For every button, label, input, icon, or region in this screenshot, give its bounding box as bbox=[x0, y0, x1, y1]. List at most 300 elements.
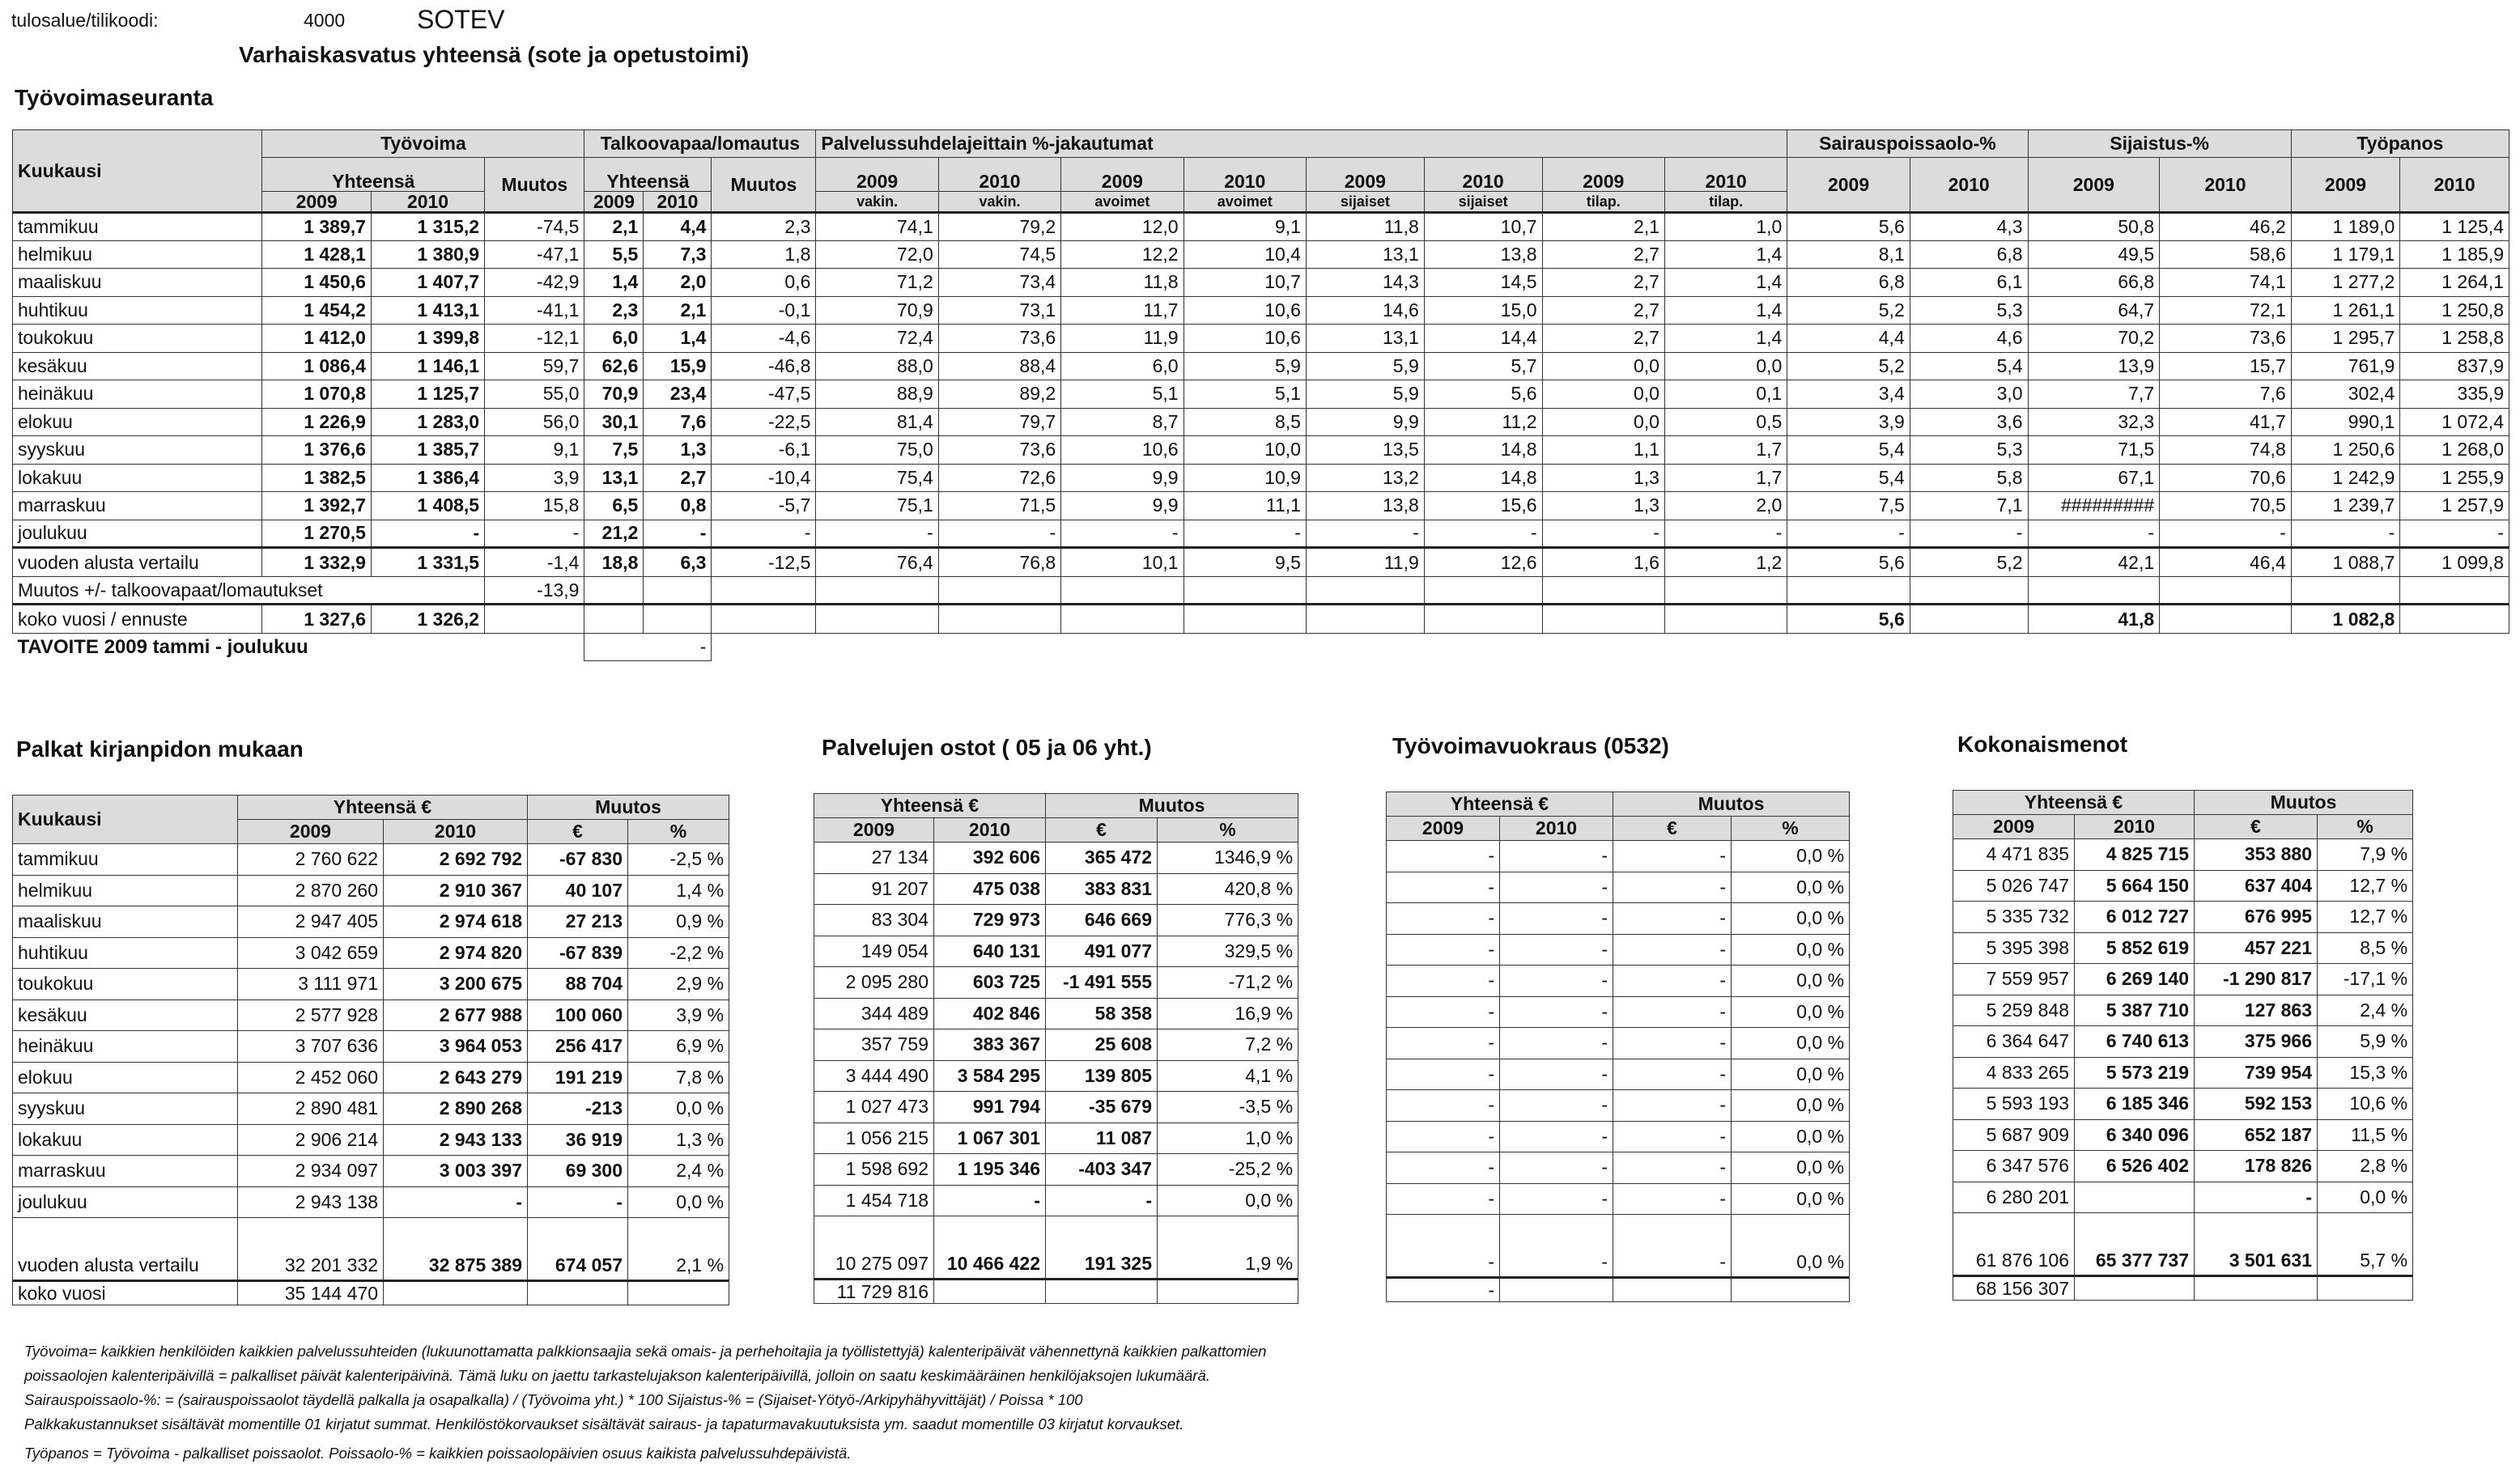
empty-cell bbox=[1306, 634, 1424, 661]
data-cell: 1 412,0 bbox=[262, 325, 372, 353]
data-cell: 11,1 bbox=[1184, 492, 1306, 520]
column-header-year: 2010 bbox=[644, 192, 712, 213]
data-cell: 7 559 957 bbox=[1953, 964, 2075, 995]
data-cell: - bbox=[1424, 520, 1542, 548]
data-cell: - bbox=[2291, 520, 2400, 548]
month-label: tammikuu bbox=[13, 844, 238, 876]
data-cell: 1,3 bbox=[644, 436, 712, 465]
data-cell: 11,8 bbox=[1306, 213, 1424, 241]
month-label: lokakuu bbox=[13, 1124, 238, 1156]
data-cell: 1 392,7 bbox=[262, 492, 372, 520]
data-cell: 100 060 bbox=[528, 1000, 628, 1031]
data-cell: 13,1 bbox=[1306, 325, 1424, 353]
data-cell: 7,5 bbox=[584, 436, 644, 465]
data-cell: 5,9 % bbox=[2318, 1026, 2413, 1058]
data-cell: 1,0 % bbox=[1158, 1123, 1298, 1154]
footnote-line: Työvoima= kaikkien henkilöiden kaikkien palvelussuhteiden (lukuunottamatta palkkionsaajia sekä omais- ja perhehoitajia ja työllistettyjä) kalenteripäivät vähennettynä kaikkien palkattomien bbox=[24, 1343, 1267, 1360]
data-cell: 3 111 971 bbox=[238, 969, 384, 1000]
data-cell: 3,9 bbox=[485, 464, 584, 492]
data-cell: - bbox=[1500, 966, 1613, 997]
data-cell: 13,8 bbox=[1306, 492, 1424, 520]
total-cell: 5,6 bbox=[1787, 548, 1910, 577]
data-cell: -46,8 bbox=[712, 352, 816, 380]
data-cell: 1 270,5 bbox=[262, 520, 372, 548]
data-cell: - bbox=[1500, 1028, 1613, 1059]
data-cell: - bbox=[1613, 996, 1732, 1028]
table-row bbox=[1387, 996, 1850, 1028]
data-cell: 8,5 bbox=[1184, 408, 1306, 436]
empty-cell bbox=[644, 605, 712, 634]
row-label-koko-vuosi: koko vuosi bbox=[13, 1281, 238, 1305]
data-cell: -2,2 % bbox=[628, 937, 729, 969]
data-cell: -17,1 % bbox=[2318, 964, 2413, 995]
data-cell: -1 290 817 bbox=[2195, 964, 2318, 995]
total-cell: 191 325 bbox=[1046, 1216, 1158, 1280]
data-cell: -403 347 bbox=[1046, 1154, 1158, 1186]
data-cell: 2 890 268 bbox=[384, 1093, 528, 1125]
table-row bbox=[1953, 1057, 2413, 1089]
empty-cell bbox=[2400, 577, 2509, 605]
table-row bbox=[13, 380, 2509, 409]
empty-cell bbox=[2318, 1276, 2413, 1301]
data-cell: 9,9 bbox=[1061, 492, 1184, 520]
data-cell: 1,4 bbox=[1664, 325, 1787, 353]
empty-cell bbox=[584, 577, 644, 605]
data-cell: 6,0 bbox=[1061, 352, 1184, 380]
data-cell: 1 027 473 bbox=[814, 1092, 934, 1123]
footnote-line: Työpanos = Työvoima - palkalliset poissaolot. Poissaolo-% = kaikkien poissaolopäivien osuus kaikista palvelussuhdepäivistä. bbox=[24, 1445, 852, 1462]
table-row bbox=[1387, 966, 1850, 997]
data-cell: 4,3 bbox=[1910, 213, 2028, 241]
data-cell: - bbox=[1787, 520, 1910, 548]
empty-cell bbox=[1542, 577, 1664, 605]
column-header-year: 2010 bbox=[2160, 158, 2292, 213]
data-cell: 1 382,5 bbox=[262, 464, 372, 492]
data-cell: 5,4 bbox=[1787, 436, 1910, 465]
empty-cell bbox=[1184, 577, 1306, 605]
data-cell: 1 376,6 bbox=[262, 436, 372, 465]
data-cell: 49,5 bbox=[2028, 240, 2160, 269]
data-cell: 72,6 bbox=[938, 464, 1060, 492]
data-cell: 0,0 % bbox=[1732, 934, 1850, 966]
data-cell: 5,9 bbox=[1184, 352, 1306, 380]
vuokraus-table bbox=[1386, 792, 1850, 1302]
data-cell: - bbox=[1613, 1028, 1732, 1059]
data-cell: 13,1 bbox=[584, 464, 644, 492]
data-cell: 72,1 bbox=[2160, 296, 2292, 325]
data-cell: 13,9 bbox=[2028, 352, 2160, 380]
empty-cell bbox=[1787, 634, 1910, 661]
data-cell: - bbox=[1613, 1183, 1732, 1215]
data-cell: 1,0 bbox=[1664, 213, 1787, 241]
data-cell: 1 257,9 bbox=[2400, 492, 2509, 520]
data-cell: 4,4 bbox=[1787, 325, 1910, 353]
data-cell: - bbox=[1387, 841, 1500, 872]
data-cell: 1 067 301 bbox=[934, 1123, 1046, 1154]
total-cell: 1 082,8 bbox=[2291, 605, 2400, 634]
table-row bbox=[814, 905, 1298, 936]
data-cell: 1,4 bbox=[1664, 269, 1787, 297]
data-cell: 6,5 bbox=[584, 492, 644, 520]
empty-cell bbox=[2160, 634, 2292, 661]
data-cell: 73,6 bbox=[938, 436, 1060, 465]
table-row bbox=[1387, 1152, 1850, 1184]
table-row bbox=[1953, 1276, 2413, 1301]
data-cell: 1,7 bbox=[1664, 436, 1787, 465]
total-cell: 5,6 bbox=[1787, 605, 1910, 634]
table-row bbox=[1953, 1089, 2413, 1120]
data-cell: 357 759 bbox=[814, 1029, 934, 1061]
data-cell: 73,1 bbox=[938, 296, 1060, 325]
data-cell: 4 825 715 bbox=[2075, 839, 2195, 871]
data-cell: 5,6 bbox=[1787, 213, 1910, 241]
data-cell: 0,9 % bbox=[628, 906, 729, 938]
table-row bbox=[13, 130, 2509, 158]
column-header-yhteensa: Yhteensä bbox=[262, 158, 485, 192]
data-cell: 178 826 bbox=[2195, 1151, 2318, 1182]
empty-cell bbox=[712, 634, 816, 661]
data-cell: 2,1 bbox=[644, 296, 712, 325]
data-cell: 335,9 bbox=[2400, 380, 2509, 409]
table-row bbox=[814, 818, 1298, 842]
data-cell: 5,4 bbox=[1787, 464, 1910, 492]
data-cell: - bbox=[1387, 1090, 1500, 1122]
data-cell: 72,0 bbox=[816, 240, 938, 269]
data-cell: 15,6 bbox=[1424, 492, 1542, 520]
footnotes bbox=[24, 1339, 2493, 1466]
data-cell: 10,6 bbox=[1184, 325, 1306, 353]
total-cell: 1,2 bbox=[1664, 548, 1787, 577]
data-cell: 71,2 bbox=[816, 269, 938, 297]
table-row bbox=[814, 873, 1298, 905]
table-row bbox=[13, 520, 2509, 548]
table-row bbox=[13, 605, 2509, 634]
data-cell: 475 038 bbox=[934, 873, 1046, 905]
data-cell: 0,0 % bbox=[1732, 903, 1850, 935]
table-row bbox=[1387, 792, 1850, 817]
data-cell: - bbox=[1184, 520, 1306, 548]
data-cell: 14,8 bbox=[1424, 464, 1542, 492]
month-label: joulukuu bbox=[13, 1186, 238, 1218]
footnote-line: Sairauspoissaolo-%: = (sairauspoissaolot täydellä palkalla ja osapalkalla) / (Työvoima yht.) * 100 Sijaistus-% = (Sijaiset-Yötyö-/Arkipyhähyvittäjät) / Poissa * 100 bbox=[24, 1391, 1083, 1408]
empty-cell bbox=[2291, 634, 2400, 661]
data-cell: 392 606 bbox=[934, 842, 1046, 874]
data-cell: -67 839 bbox=[528, 937, 628, 969]
data-cell: 7,9 % bbox=[2318, 839, 2413, 871]
column-header-unit: € bbox=[2195, 815, 2318, 839]
footnote-line: poissaolojen kalenteripäivillä = palkalliset päivät kalenteripäivinä. Tämä luku on jaettu tarkastelujakson kalenteripäivillä, jolloin on saatu keskimääräinen henkilöjaksojen lukumäärä. bbox=[24, 1367, 1210, 1384]
table-row bbox=[1953, 870, 2413, 902]
empty-cell bbox=[1424, 577, 1542, 605]
column-subheader: vakin. bbox=[816, 192, 938, 213]
group-header-tyopanos: Työpanos bbox=[2291, 130, 2509, 158]
data-cell: - bbox=[1910, 520, 2028, 548]
column-header-unit: % bbox=[1158, 818, 1298, 842]
data-cell: 776,3 % bbox=[1158, 905, 1298, 936]
column-header-year: 2010 bbox=[1424, 158, 1542, 192]
table-row bbox=[1953, 815, 2413, 839]
data-cell: 73,6 bbox=[938, 325, 1060, 353]
data-cell: 2 677 988 bbox=[384, 1000, 528, 1031]
table-row bbox=[13, 1281, 729, 1305]
data-cell: 1 179,1 bbox=[2291, 240, 2400, 269]
data-cell: - bbox=[371, 520, 484, 548]
empty-cell bbox=[1061, 605, 1184, 634]
data-cell: 6 012 727 bbox=[2075, 902, 2195, 933]
data-cell: 3 964 053 bbox=[384, 1031, 528, 1063]
data-cell: 9,1 bbox=[485, 436, 584, 465]
empty-cell bbox=[1061, 634, 1184, 661]
column-header-unit: € bbox=[1613, 817, 1732, 841]
data-cell: 6,1 bbox=[1910, 269, 2028, 297]
data-cell: 1 268,0 bbox=[2400, 436, 2509, 465]
table-row bbox=[13, 1000, 729, 1031]
data-cell: 79,7 bbox=[938, 408, 1060, 436]
column-header-year: 2010 bbox=[1664, 158, 1787, 192]
data-cell: -6,1 bbox=[712, 436, 816, 465]
data-cell: 2,7 bbox=[1542, 325, 1664, 353]
data-cell: 3 584 295 bbox=[934, 1060, 1046, 1092]
data-cell: 127 863 bbox=[2195, 995, 2318, 1026]
month-label: elokuu bbox=[13, 1062, 238, 1093]
column-header-unit: % bbox=[1732, 817, 1850, 841]
data-cell: 7,6 bbox=[644, 408, 712, 436]
data-cell: -42,9 bbox=[485, 269, 584, 297]
data-cell: 2 095 280 bbox=[814, 967, 934, 999]
column-header-muutos: Muutos bbox=[528, 796, 729, 820]
data-cell: 2,1 bbox=[1542, 213, 1664, 241]
data-cell: 11,5 % bbox=[2318, 1119, 2413, 1151]
group-header-sairaus: Sairauspoissaolo-% bbox=[1787, 130, 2028, 158]
total-cell: 42,1 bbox=[2028, 548, 2160, 577]
table-row bbox=[1387, 1278, 1850, 1302]
unit-name: SOTEV bbox=[417, 5, 505, 34]
data-cell: 2 934 097 bbox=[238, 1156, 384, 1187]
column-subheader: vakin. bbox=[938, 192, 1060, 213]
data-cell: 5 664 150 bbox=[2075, 870, 2195, 902]
data-cell: - bbox=[528, 1186, 628, 1218]
table-row bbox=[1953, 1213, 2413, 1276]
column-header-year: 2010 bbox=[934, 818, 1046, 842]
table-row bbox=[13, 408, 2509, 436]
data-cell: 15,3 % bbox=[2318, 1057, 2413, 1089]
data-cell: 2 577 928 bbox=[238, 1000, 384, 1031]
data-cell: 74,8 bbox=[2160, 436, 2292, 465]
data-cell: 991 794 bbox=[934, 1092, 1046, 1123]
data-cell: 646 669 bbox=[1046, 905, 1158, 936]
data-cell: 2,7 bbox=[644, 464, 712, 492]
data-cell: 74,1 bbox=[2160, 269, 2292, 297]
data-cell: 1 261,1 bbox=[2291, 296, 2400, 325]
data-cell: 2 890 481 bbox=[238, 1093, 384, 1125]
column-header-year: 2009 bbox=[1306, 158, 1424, 192]
data-cell: 13,1 bbox=[1306, 240, 1424, 269]
empty-cell bbox=[528, 1281, 628, 1305]
data-cell: 27 134 bbox=[814, 842, 934, 874]
total-cell: 3 501 631 bbox=[2195, 1213, 2318, 1276]
vuokraus-title: Työvoimavuokraus (0532) bbox=[1392, 733, 1669, 758]
empty-cell bbox=[1664, 577, 1787, 605]
column-header-year: 2009 bbox=[2028, 158, 2160, 213]
data-cell: 0,8 bbox=[644, 492, 712, 520]
data-cell: 5,3 bbox=[1910, 436, 2028, 465]
data-cell: -213 bbox=[528, 1093, 628, 1125]
data-cell: - bbox=[934, 1185, 1046, 1216]
table-row bbox=[13, 213, 2509, 241]
table-row bbox=[814, 1060, 1298, 1092]
month-label: huhtikuu bbox=[13, 937, 238, 969]
data-cell: 5,1 bbox=[1061, 380, 1184, 409]
empty-cell bbox=[2400, 634, 2509, 661]
data-cell: 5,9 bbox=[1306, 352, 1424, 380]
data-cell: 1,3 bbox=[1542, 464, 1664, 492]
data-cell: 30,1 bbox=[584, 408, 644, 436]
data-cell: 7,8 % bbox=[628, 1062, 729, 1093]
data-cell: 1 072,4 bbox=[2400, 408, 2509, 436]
column-header-year: 2009 bbox=[814, 818, 934, 842]
data-cell: - bbox=[1613, 934, 1732, 966]
data-cell: 1,3 bbox=[1542, 492, 1664, 520]
data-cell: - bbox=[644, 520, 712, 548]
data-cell: 1,3 % bbox=[628, 1124, 729, 1156]
data-cell: 1 295,7 bbox=[2291, 325, 2400, 353]
data-cell: 46,2 bbox=[2160, 213, 2292, 241]
data-cell: 139 805 bbox=[1046, 1060, 1158, 1092]
data-cell: 375 966 bbox=[2195, 1026, 2318, 1058]
data-cell: 1 189,0 bbox=[2291, 213, 2400, 241]
total-cell: 1 088,7 bbox=[2291, 548, 2400, 577]
footnote-line: Palkkakustannukset sisältävät momentille 01 kirjatut summat. Henkilöstökorvaukset sisältävät sairaus- ja tapaturmavakuutuksista ym. saadut momentille 03 kirjatut korvaukset. bbox=[24, 1415, 1184, 1432]
empty-cell bbox=[2160, 577, 2292, 605]
column-header-year: 2009 bbox=[2291, 158, 2400, 213]
data-cell: 71,5 bbox=[2028, 436, 2160, 465]
data-cell: 5,1 bbox=[1184, 380, 1306, 409]
data-cell: 8,7 bbox=[1061, 408, 1184, 436]
data-cell: 4,1 % bbox=[1158, 1060, 1298, 1092]
column-header-year: 2010 bbox=[1184, 158, 1306, 192]
total-cell: 1 327,6 bbox=[262, 605, 372, 634]
table-row bbox=[1387, 1121, 1850, 1152]
data-cell: 0,0 % bbox=[1732, 996, 1850, 1028]
empty-cell bbox=[938, 577, 1060, 605]
data-cell: 344 489 bbox=[814, 998, 934, 1029]
data-cell: 3 707 636 bbox=[238, 1031, 384, 1063]
empty-cell bbox=[712, 605, 816, 634]
data-cell: 11,7 bbox=[1061, 296, 1184, 325]
data-cell: - bbox=[1500, 1090, 1613, 1122]
data-cell: 3,6 bbox=[1910, 408, 2028, 436]
total-cell: - bbox=[1387, 1278, 1500, 1302]
column-header-year: 2009 bbox=[1787, 158, 1910, 213]
data-cell: 0,0 bbox=[1542, 352, 1664, 380]
data-cell: 83 304 bbox=[814, 905, 934, 936]
table-row bbox=[814, 1185, 1298, 1216]
data-cell: 70,6 bbox=[2160, 464, 2292, 492]
data-cell: - bbox=[1613, 1152, 1732, 1184]
table-row bbox=[1953, 1151, 2413, 1182]
table-row bbox=[13, 875, 729, 906]
data-cell: 62,6 bbox=[584, 352, 644, 380]
data-cell: - bbox=[1500, 1152, 1613, 1184]
empty-cell bbox=[1061, 577, 1184, 605]
data-cell: 5 852 619 bbox=[2075, 932, 2195, 964]
data-cell: 14,4 bbox=[1424, 325, 1542, 353]
table-row bbox=[13, 492, 2509, 520]
row-label-muutos-talkoo: Muutos +/- talkoovapaat/lomautukset bbox=[13, 577, 485, 605]
data-cell: 3,9 % bbox=[628, 1000, 729, 1031]
column-subheader: tilap. bbox=[1542, 192, 1664, 213]
data-cell: 5,9 bbox=[1306, 380, 1424, 409]
total-cell: -13,9 bbox=[485, 577, 584, 605]
data-cell: 0,0 % bbox=[1732, 872, 1850, 903]
section-title: Työvoimaseuranta bbox=[15, 85, 214, 110]
data-cell: - bbox=[1387, 872, 1500, 903]
data-cell: 3,9 bbox=[1787, 408, 1910, 436]
empty-cell bbox=[1158, 1280, 1298, 1304]
data-cell: - bbox=[1613, 872, 1732, 903]
column-header-muutos: Muutos bbox=[485, 158, 584, 213]
data-cell: 58 358 bbox=[1046, 998, 1158, 1029]
row-label-vertailu: vuoden alusta vertailu bbox=[13, 548, 262, 577]
data-cell: 1 283,0 bbox=[371, 408, 484, 436]
total-cell: 1,6 bbox=[1542, 548, 1664, 577]
column-header-year: 2010 bbox=[2075, 815, 2195, 839]
data-cell: - bbox=[712, 520, 816, 548]
total-cell: 76,8 bbox=[938, 548, 1060, 577]
empty-cell bbox=[2028, 634, 2160, 661]
data-cell: 1 389,7 bbox=[262, 213, 372, 241]
data-cell: - bbox=[2195, 1182, 2318, 1213]
data-cell: 191 219 bbox=[528, 1062, 628, 1093]
table-row bbox=[814, 1092, 1298, 1123]
data-cell: 14,8 bbox=[1424, 436, 1542, 465]
data-cell: 0,0 % bbox=[1732, 1090, 1850, 1122]
data-cell: 6 269 140 bbox=[2075, 964, 2195, 995]
data-cell: 12,0 bbox=[1061, 213, 1184, 241]
palkat-title: Palkat kirjanpidon mukaan bbox=[16, 736, 304, 762]
column-header-unit: € bbox=[528, 820, 628, 844]
data-cell: 7,3 bbox=[644, 240, 712, 269]
data-cell: 2 643 279 bbox=[384, 1062, 528, 1093]
empty-cell bbox=[628, 1281, 729, 1305]
data-cell: 6 740 613 bbox=[2075, 1026, 2195, 1058]
data-cell: - bbox=[2400, 520, 2509, 548]
total-cell: 5,2 bbox=[1910, 548, 2028, 577]
data-cell: - bbox=[816, 520, 938, 548]
data-cell: - bbox=[1046, 1185, 1158, 1216]
data-cell: 7,2 % bbox=[1158, 1029, 1298, 1061]
data-cell: 1 146,1 bbox=[371, 352, 484, 380]
data-cell: -22,5 bbox=[712, 408, 816, 436]
row-label-koko-vuosi: koko vuosi / ennuste bbox=[13, 605, 262, 634]
data-cell: 6 347 576 bbox=[1953, 1151, 2075, 1182]
table-row bbox=[814, 1280, 1298, 1304]
data-cell: 637 404 bbox=[2195, 870, 2318, 902]
data-cell: 0,1 bbox=[1664, 380, 1787, 409]
empty-cell bbox=[2028, 577, 2160, 605]
table-row bbox=[1387, 1215, 1850, 1278]
empty-cell bbox=[934, 1280, 1046, 1304]
data-cell: 64,7 bbox=[2028, 296, 2160, 325]
kokonais-title: Kokonaismenot bbox=[1957, 732, 2128, 757]
tavoite-value: - bbox=[584, 634, 712, 661]
data-cell: 2,0 bbox=[644, 269, 712, 297]
data-cell: 2 452 060 bbox=[238, 1062, 384, 1093]
data-cell: 761,9 bbox=[2291, 352, 2400, 380]
column-subheader: avoimet bbox=[1061, 192, 1184, 213]
column-header-year: 2010 bbox=[2400, 158, 2509, 213]
data-cell: 5,7 bbox=[1424, 352, 1542, 380]
